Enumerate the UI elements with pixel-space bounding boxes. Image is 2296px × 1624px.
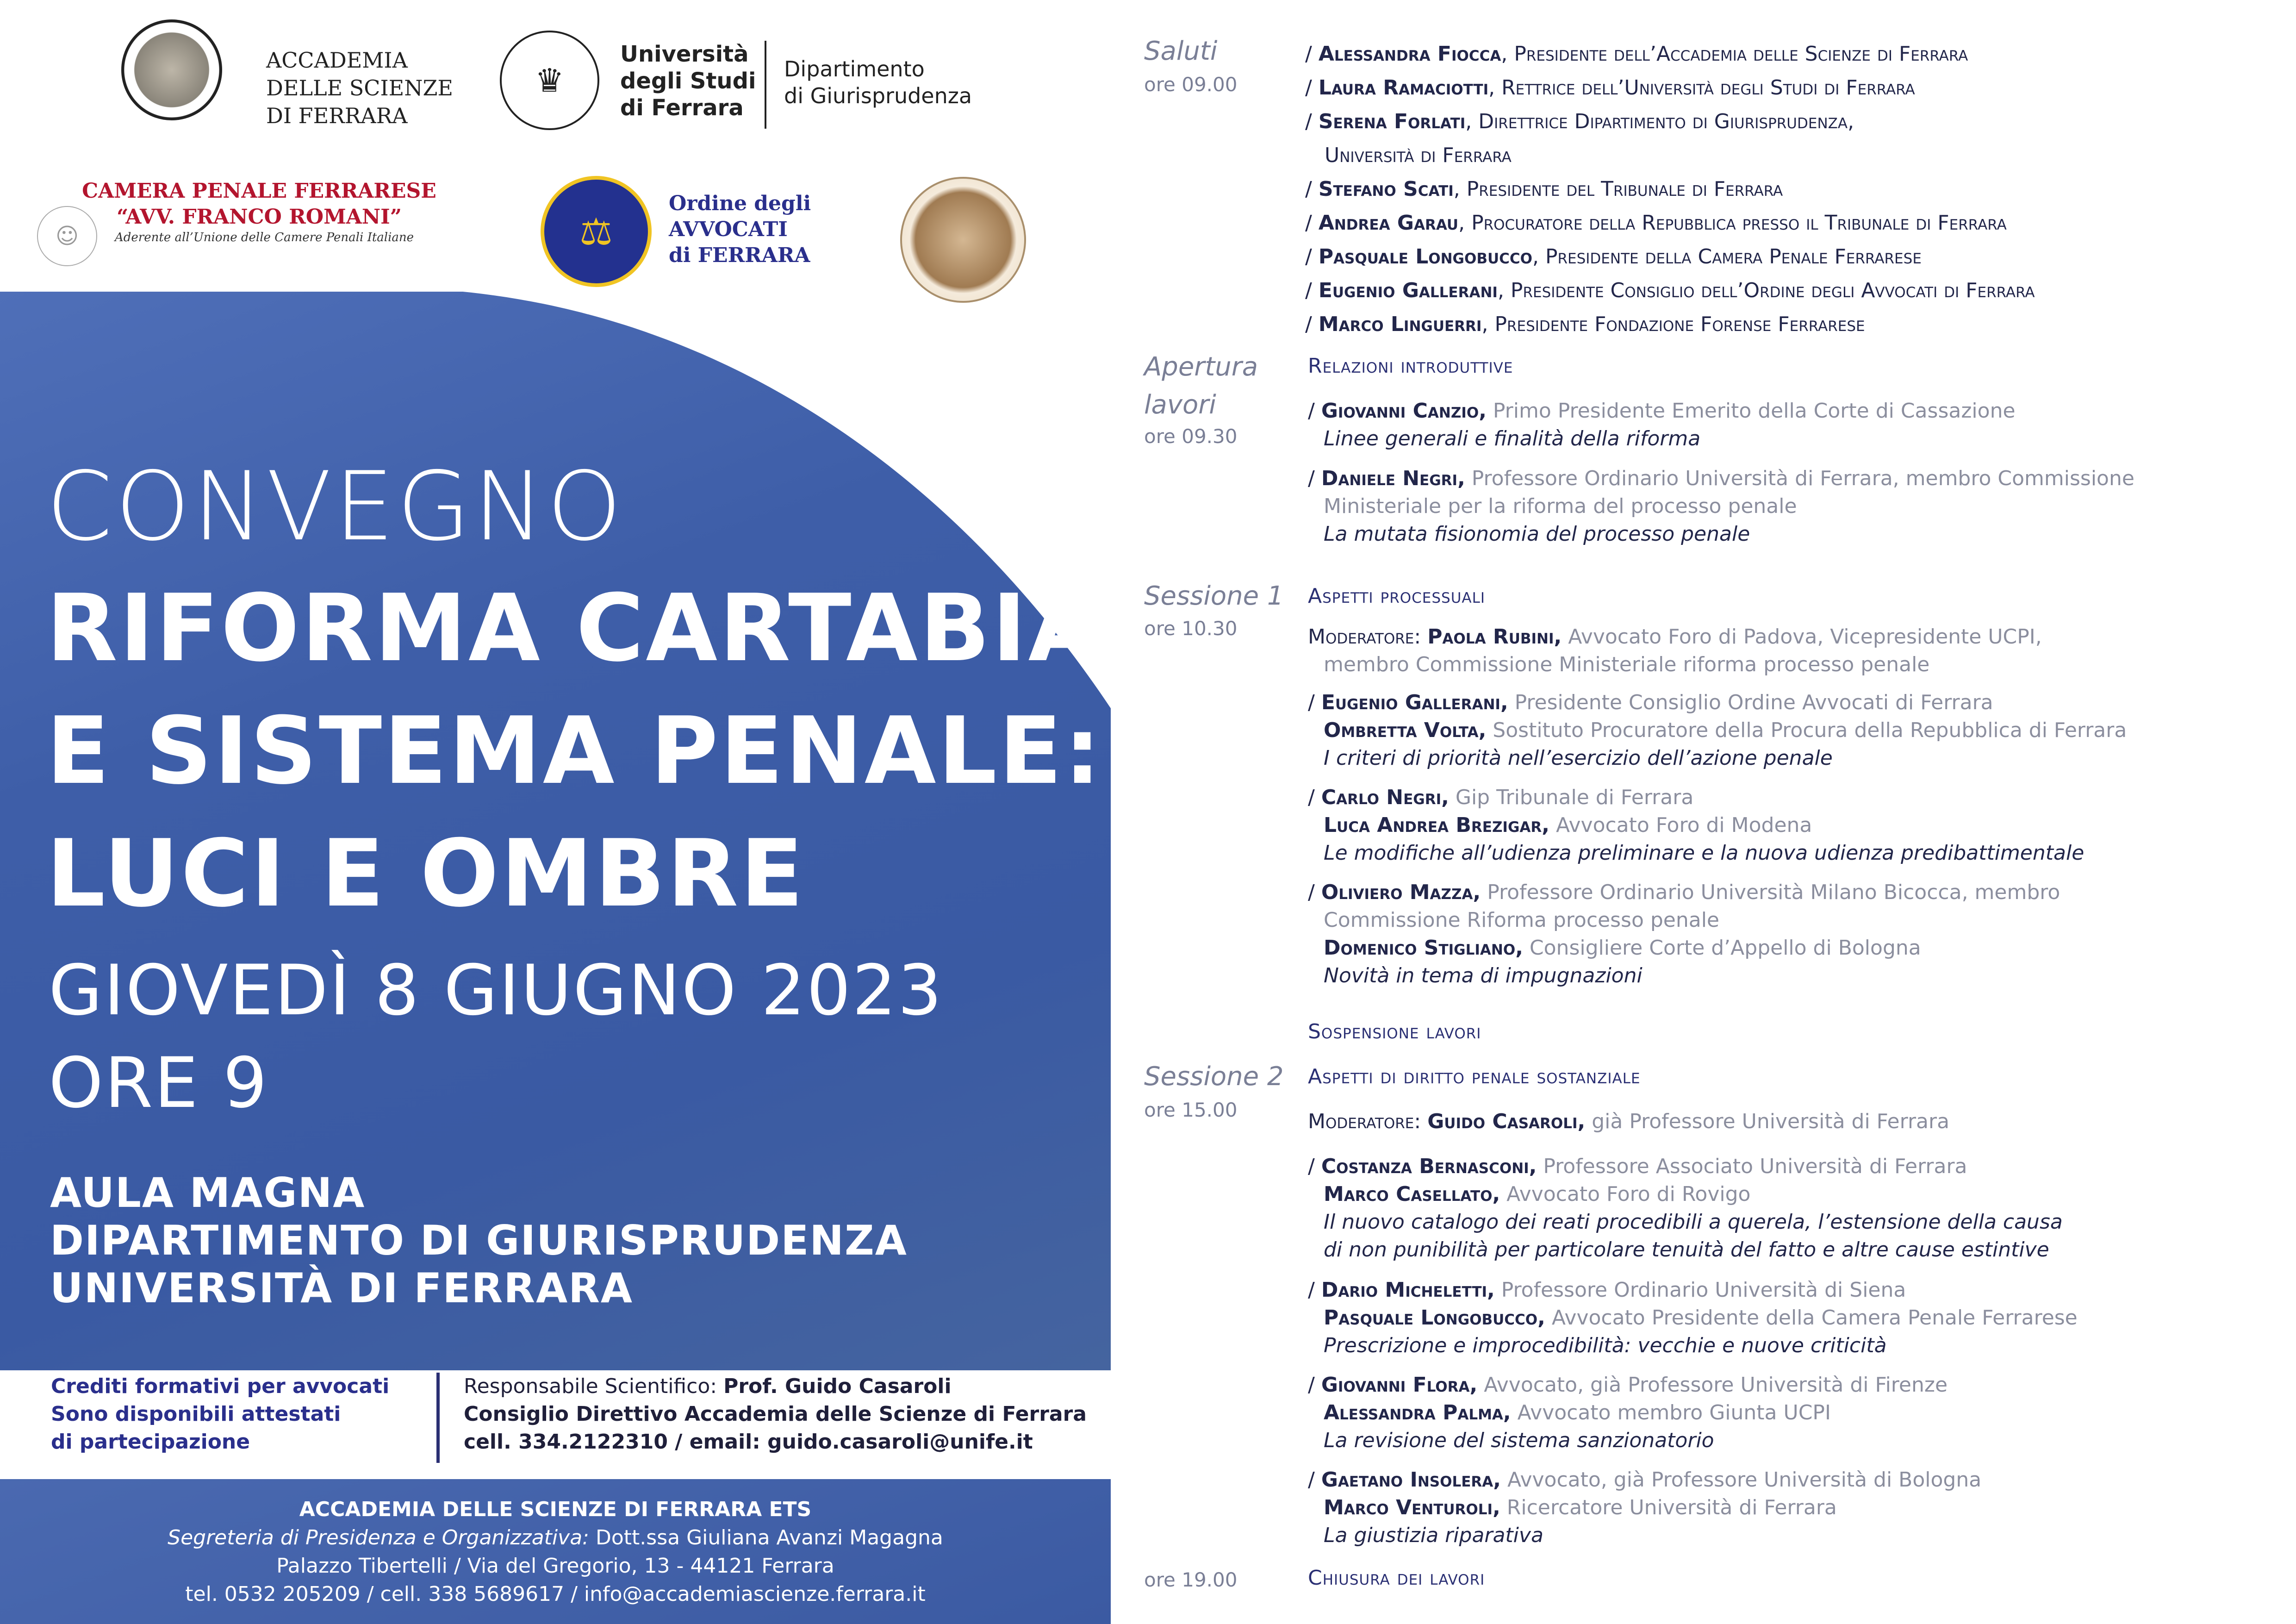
main-title-line: E SISTEMA PENALE: [46, 697, 1103, 805]
saluti-item: / Serena Forlati, Direttrice Dipartimento di Giurisprudenza, [1305, 110, 1854, 133]
saluti-item: / Alessandra Fiocca, Presidente dell’Accademia delle Scienze di Ferrara [1305, 42, 1968, 66]
camera-penale-logo-icon: ☺ [37, 206, 97, 266]
apertura-time: ore 09.30 [1144, 425, 1238, 448]
accademia-name [266, 46, 453, 130]
session2-label: Sessione 2 [1144, 1062, 1284, 1092]
footer-contacts: tel. 0532 205209 / cell. 338 5689617 / info@accademiascienze.ferrara.it [185, 1582, 926, 1606]
session1-talk: / Carlo Negri, Gip Tribunale di Ferrara Luca Andrea Brezigar, Avvocato Foro di Modena Le modifiche all’udienza preliminare e la nuova udienza predibattimentale [1308, 786, 2084, 865]
camera-penale-name [0, 178, 518, 230]
unife-divider [765, 41, 766, 129]
department-line: Dipartimento [784, 56, 925, 81]
accademia-line: DELLE SCIENZE [266, 75, 454, 100]
session1-talk: / Oliviero Mazza, Professore Ordinario Università Milano Bicocca, membro Commissione Riforma processo penale Domenico Stigliano, Consigliere Corte d’Appello di Bologna Novità in tema di impugnazioni [1308, 881, 2060, 987]
ordine-avvocati-seal-icon: ⚖ [541, 176, 652, 287]
department-line: di Giurisprudenza [784, 83, 972, 108]
footer-info [0, 1495, 1111, 1608]
session2-talk: / Gaetano Insolera, Avvocato, già Professore Università di Bologna Marco Venturoli, Ricercatore Università di Ferrara La giustizia riparativa [1308, 1468, 1982, 1547]
responsabile-name: Prof. Guido Casaroli [723, 1374, 952, 1398]
session2-time: ore 15.00 [1144, 1099, 1238, 1121]
unife-line: degli Studi [620, 68, 756, 94]
session2-header: Aspetti di diritto penale sostanziale [1308, 1065, 1641, 1088]
sospensione-lavori: Sospensione lavori [1308, 1020, 1481, 1043]
saluti-item: / Laura Ramaciotti, Rettrice dell’Università degli Studi di Ferrara [1305, 76, 1915, 100]
camera-line-2: “AVV. FRANCO ROMANI” [116, 205, 402, 229]
credits-divider [436, 1373, 440, 1463]
session2-talk: / Costanza Bernasconi, Professore Associato Università di Ferrara Marco Casellato, Avvocato Foro di Rovigo Il nuovo catalogo dei reati procedibili a querela, l’estensione della causa di non punibilità per particolare tenuità del fatto e altre cause estintive [1308, 1155, 2063, 1262]
saluti-item: / Stefano Scati, Presidente del Tribunale di Ferrara [1305, 177, 1783, 201]
unife-seal-icon [500, 31, 599, 130]
apertura-talk: / Giovanni Canzio, Primo Presidente Emerito della Corte di Cassazione Linee generali e finalità della riforma [1308, 399, 2016, 450]
saluti-label: Saluti [1144, 36, 1218, 66]
event-date: GIOVEDÌ 8 GIUGNO 2023 [49, 950, 944, 1031]
ordine-line: di FERRARA [669, 244, 810, 267]
main-title-line: LUCI E OMBRE [46, 820, 805, 928]
footer-address: Palazzo Tibertelli / Via del Gregorio, 13 - 44121 Ferrara [276, 1554, 834, 1578]
saluti-item: / Marco Linguerri, Presidente Fondazione Forense Ferrarese [1305, 312, 1865, 336]
closing-time: ore 19.00 [1144, 1568, 1238, 1591]
credits-info [51, 1373, 389, 1456]
venue [50, 1169, 908, 1312]
footer-secretariat [0, 1524, 1111, 1552]
apertura-talk: / Daniele Negri, Professore Ordinario Università di Ferrara, membro Commissione Ministeriale per la riforma del processo penale La mutata fisionomia del processo penale [1308, 467, 2134, 546]
venue-line: UNIVERSITÀ DI FERRARA [50, 1264, 634, 1312]
credits-line: Sono disponibili attestati [51, 1402, 341, 1426]
session1-time: ore 10.30 [1144, 617, 1238, 640]
saluti-item: / Eugenio Gallerani, Presidente Consiglio dell’Ordine degli Avvocati di Ferrara [1305, 279, 2035, 302]
apertura-label: Apertura lavori [1144, 352, 1258, 420]
venue-line: AULA MAGNA [50, 1169, 366, 1217]
saluti-time: ore 09.00 [1144, 73, 1238, 96]
responsabile-label: Responsabile Scientifico: [464, 1374, 724, 1398]
department-name [784, 56, 972, 109]
ordine-line: Ordine degli [669, 192, 811, 215]
apertura-header: Relazioni introduttive [1308, 354, 1513, 378]
unife-line: Università [620, 41, 749, 67]
camera-penale-subtitle: Aderente all’Unione delle Camere Penali Italiane [115, 231, 414, 244]
responsabile-info [464, 1373, 1087, 1456]
credits-line: di partecipazione [51, 1430, 250, 1454]
accademia-line: DI FERRARA [266, 103, 408, 128]
accademia-line: ACCADEMIA [266, 48, 408, 73]
camera-line-1: CAMERA PENALE FERRARESE [82, 179, 436, 203]
session2-talk: / Dario Micheletti, Professore Ordinario Università di Siena Pasquale Longobucco, Avvocato Presidente della Camera Penale Ferrarese Prescrizione e improcedibilità: vecchie e nuove criticità [1308, 1278, 2078, 1357]
accademia-seal-icon [121, 19, 222, 120]
title-convegno: CONVEGNO [46, 452, 625, 562]
ordine-avvocati-name [669, 191, 811, 269]
ordine-line: AVVOCATI [669, 218, 788, 241]
main-title-line: RIFORMA CARTABIA [46, 575, 1102, 682]
saluti-item: Università di Ferrara [1325, 144, 1512, 167]
session1-header: Aspetti processuali [1308, 584, 1486, 608]
session2-moderator: Moderatore: Guido Casaroli, già Professore Università di Ferrara [1308, 1110, 1950, 1133]
credits-line: Crediti formativi per avvocati [51, 1374, 390, 1398]
responsabile-line-2: Consiglio Direttivo Accademia delle Scienze di Ferrara [464, 1402, 1087, 1426]
crown-icon: ♛ [535, 61, 564, 100]
saluti-list [1305, 37, 2282, 341]
event-datetime [49, 944, 943, 1130]
fondazione-forense-seal-icon [900, 177, 1026, 303]
event-time: ORE 9 [49, 1043, 269, 1124]
session1-moderator: Moderatore: Paola Rubini, Avvocato Foro di Padova, Vicepresidente UCPI, membro Commissione Ministeriale riforma processo penale [1308, 625, 2042, 676]
footer-org: ACCADEMIA DELLE SCIENZE DI FERRARA ETS [299, 1498, 812, 1521]
venue-line: DIPARTIMENTO DI GIURISPRUDENZA [50, 1217, 908, 1264]
closing-label: Chiusura dei lavori [1308, 1566, 1485, 1590]
main-title [46, 567, 1103, 935]
footer-secretariat-name: Dott.ssa Giuliana Avanzi Magagna [589, 1526, 943, 1549]
footer-secretariat-label: Segreteria di Presidenza e Organizzativa: [168, 1526, 589, 1549]
saluti-item: / Pasquale Longobucco, Presidente della Camera Penale Ferrarese [1305, 245, 1922, 269]
session1-label: Sessione 1 [1144, 581, 1284, 611]
saluti-item: / Andrea Garau, Procuratore della Repubblica presso il Tribunale di Ferrara [1305, 211, 2007, 235]
responsabile-contacts: cell. 334.2122310 / email: guido.casaroli@unife.it [464, 1430, 1033, 1454]
unife-name [620, 41, 756, 121]
session1-talk: / Eugenio Gallerani, Presidente Consiglio Ordine Avvocati di Ferrara Ombretta Volta, Sostituto Procuratore della Procura della Repubblica di Ferrara I criteri di priorità nell’esercizio dell’azione penale [1308, 691, 2127, 770]
responsabile-line-1 [464, 1373, 1087, 1400]
session2-talk: / Giovanni Flora, Avvocato, già Professore Università di Firenze Alessandra Palma, Avvocato membro Giunta UCPI La revisione del sistema sanzionatorio [1308, 1373, 1948, 1452]
unife-line: di Ferrara [620, 95, 744, 121]
